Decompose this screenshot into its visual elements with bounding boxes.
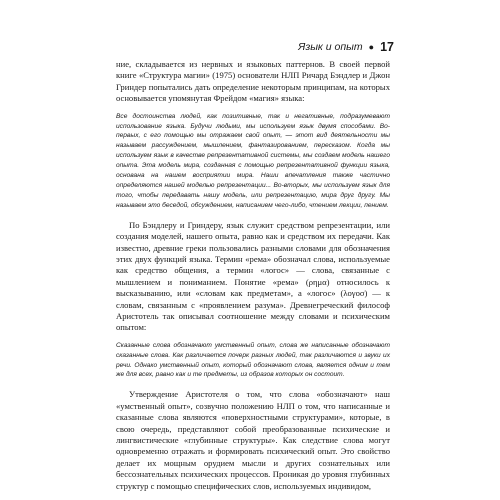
- block-quote-1: [116, 112, 390, 211]
- quote-2-text: Сказанные слова обозначают умственный опыт, слова же написанные обозначают сказанные слова. Как различается почерк разных людей, так различаются и звуки их речи. Однако умственный опыт, который обозначают слова, является одним и тем же для всех, равно как и те предметы, из образов которых он состоит.: [116, 341, 390, 379]
- paragraph-2: По Бэндлеру и Гриндеру, язык служит средством репрезентации, или создания моделей, нашего опыта, равно как и средством их передачи. Как известно, древние греки пользовались разными словами для обозначения этих двух функций языка. Термин «рема» обозначал слова, используемые как средство общения, а термин «логос» — слова, связанные с мышлением и пониманием. Понятие «рема» (ρημα) относилось к высказыванию, или «словам как предметам», а «логос» (λογοσ) — к словам, связанным с «проявлением разума». Древнегреческий философ Аристотель так описывал соотношение между словами и психическим опытом:: [116, 219, 390, 333]
- page-number: 17: [380, 40, 394, 54]
- block-quote-2: [116, 341, 390, 381]
- paragraph-3: Утверждение Аристотеля о том, что слова «обозначают» наш «умственный опыт», созвучно положению НЛП о том, что написанные и сказанные слова являются «поверхностными структурами», которые, в свою очередь, представляют собой преобразованные психические и лингвистические «глубинные структуры». Как следствие слова могут одновременно отражать и формировать психический опыт. Это свойство делает их мощным орудием мысли и других сознательных или бессознательных психических процессов. Проникая до уровня глубинных структур с помощью специфических слов, используемых индивидом,: [116, 389, 390, 491]
- running-head: [298, 40, 394, 54]
- body-text: [116, 59, 390, 492]
- section-title: Язык и опыт: [298, 41, 363, 53]
- quote-1-text: Все достоинства людей, как позитивные, так и негативные, подразумевают использование языка. Будучи людьми, мы используем язык двумя способами. Во-первых, с его помощью мы отражаем свой опыт, — этот вид деятельности мы называем рассуждением, мышлением, фантазированием, пересказом. Когда мы используем язык в качестве репрезентативной системы, мы создаем модель нашего опыта. Эта модель мира, созданная с помощью репрезентативной функции языка, основана на нашем восприятии мира. Наши впечатления также частично определяются нашей моделью репрезентации... Во-вторых, мы используем язык для того, чтобы передавать нашу модель, или репрезентацию, мира друг другу. Мы называем это беседой, обсуждением, написанием чего-либо, чтением лекции, пением.: [116, 112, 390, 209]
- bullet-icon: ●: [368, 42, 375, 52]
- paragraph-1: ние, складывается из нервных и языковых паттернов. В своей первой книге «Структура магии» (1975) основатели НЛП Ричард Бэндлер и Джон Гриндер попытались дать определение некоторым принципам, на которых основывается упомянутая Фрейдом «магия» языка:: [116, 59, 390, 104]
